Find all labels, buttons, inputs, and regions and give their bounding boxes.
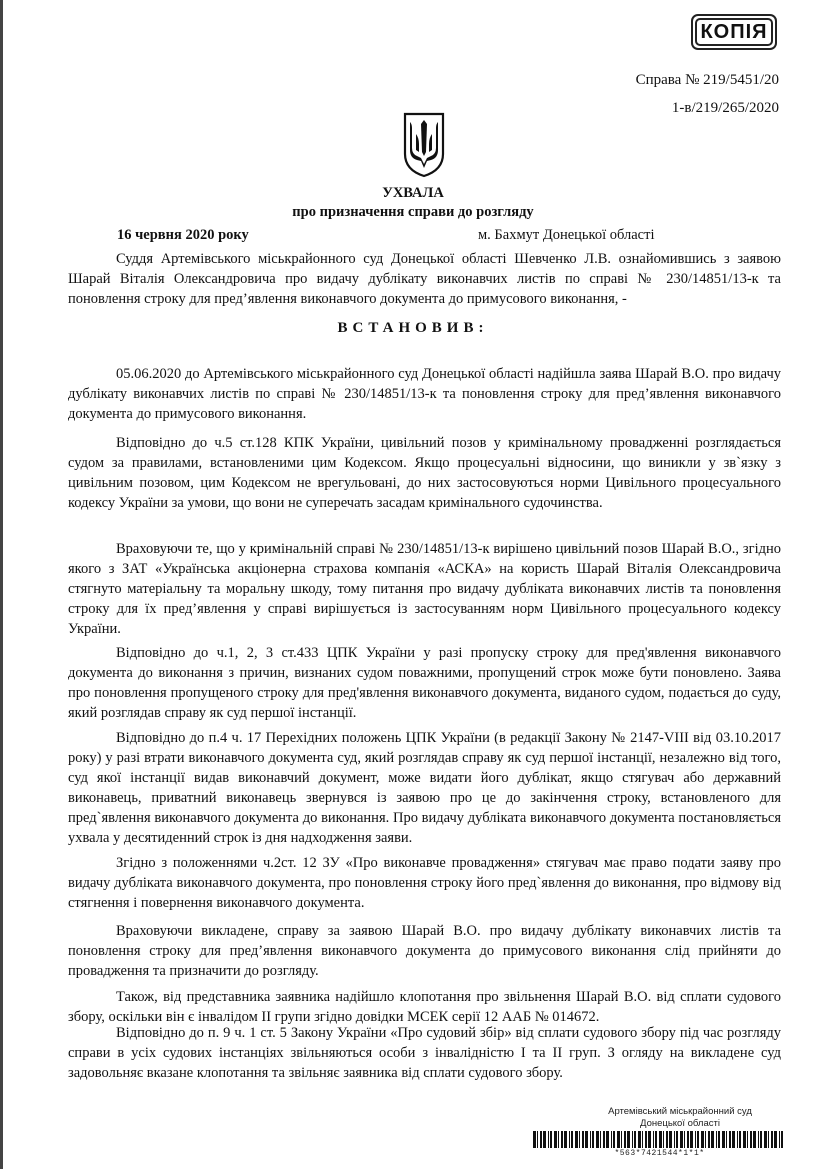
barcode xyxy=(533,1131,786,1148)
case-number-line2: 1-в/219/265/2020 xyxy=(671,100,779,116)
scan-edge xyxy=(0,0,3,1169)
paragraph-text: Відповідно до п.4 ч. 17 Перехідних положень ЦПК України (в редакції Закону № 2147-VIII від 03.10.2017 року) у разі втрати виконавчого документа суд, який розглядав справу як суд першої інстанції, незалежно від того, суд якої інстанції видав виконавчий документ, може видати його дублікат, якщо стягувач або державний виконавець, приватний виконавець звернувся із заявою про це до закінчення строку, встановленого для пред`явлення виконавчого документа до виконання. Про видачу дубліката виконавчого документа постановляється ухвала у десятиденний строк із дня надходження заяви. xyxy=(68,730,781,846)
paragraph-3 xyxy=(68,539,781,639)
paragraph-5 xyxy=(68,728,781,848)
copy-stamp-label: КОПІЯ xyxy=(700,20,768,43)
paragraph-text: Згідно з положеннями ч.2ст. 12 ЗУ «Про виконавче провадження» стягувач має право подати заяву про видачу дубліката виконавчого документа, про поновлення строку його пред`явлення до виконання, про відмову від стягнення і повернення виконавчого документа. xyxy=(68,855,781,911)
paragraph-7 xyxy=(68,921,781,981)
document-title: УХВАЛА xyxy=(382,185,444,201)
intro-paragraph xyxy=(68,249,781,309)
document-subtitle: про призначення справи до розгляду xyxy=(292,204,534,220)
copy-stamp xyxy=(691,14,777,50)
court-footer-line1: Артемівський міськрайонний суд xyxy=(608,1106,752,1117)
court-footer-line2: Донецької області xyxy=(640,1118,720,1129)
document-city: м. Бахмут Донецької області xyxy=(478,227,655,243)
paragraph-1 xyxy=(68,364,781,424)
tryzub-icon xyxy=(401,112,447,178)
paragraph-9 xyxy=(68,1023,781,1083)
paragraph-text: 05.06.2020 до Артемівського міськрайонного суд Донецької області надійшла заява Шарай В.О. про видачу дублікату виконавчих листів по справі № 230/14851/13-к та поновлення строку для пред’явлення виконавчого документа до примусового виконання. xyxy=(68,366,781,422)
court-footer xyxy=(560,1106,800,1130)
paragraph-text: Враховуючи те, що у кримінальній справі № 230/14851/13-к вирішено цивільний позов Шарай В.О., згідно якого з ЗАТ «Українська акціонерна страхова компанія «АСКА» на користь Шарай Віталія Олександровича стягнуто матеріальну та моральну шкоду, тому питання про видачу дубліката виконавчих листів та поновлення строку для їх пред’явлення у справі вирішується із застосуванням норм Цивільного процесуального кодексу України. xyxy=(68,541,781,637)
case-number-line1: Справа № 219/5451/20 xyxy=(635,72,779,88)
paragraph-text: Також, від представника заявника надійшло клопотання про звільнення Шарай В.О. від сплати судового збору, оскільки він є інвалідом ІІ групи згідно довідки МСЕК серії 12 ААБ № 014672. xyxy=(68,989,781,1025)
paragraph-8 xyxy=(68,987,781,1027)
paragraph-4 xyxy=(68,643,781,723)
section-heading: ВСТАНОВИВ: xyxy=(337,320,489,336)
paragraph-6 xyxy=(68,853,781,913)
paragraph-text: Відповідно до п. 9 ч. 1 ст. 5 Закону України «Про судовий збір» від сплати судового збору під час розгляду справи в усіх судових інстанціях звільняються особи з інвалідністю І та ІІ груп. З огляду на викладене суд задовольняє вказане клопотання та звільняє заявника від сплати судового збору. xyxy=(68,1025,781,1081)
document-date: 16 червня 2020 року xyxy=(117,227,249,243)
paragraph-2 xyxy=(68,433,781,513)
paragraph-text: Відповідно до ч.5 ст.128 КПК України, цивільний позов у кримінальному провадженні розглядається судом за правилами, встановленими цим Кодексом. Якщо процесуальні відносини, що виникли у зв`язку з цивільним позовом, цим Кодексом не врегульовані, до них застосовуються норми Цивільного процесуального кодексу України за умови, що вони не суперечать засадам кримінального судочинства. xyxy=(68,435,781,511)
paragraph-text: Відповідно до ч.1, 2, 3 ст.433 ЦПК України у разі пропуску строку для пред'явлення виконавчого документа до виконання з причин, визнаних судом поважними, пропущений строк може бути поновлено. Заява про поновлення пропущеного строку для пред'явлення виконавчого документа, виданого судом, подається до суду, який розглядав справу як суд першої інстанції. xyxy=(68,645,781,721)
case-number xyxy=(636,66,779,122)
intro-text: Суддя Артемівського міськрайонного суд Донецької області Шевченко Л.В. ознайомившись з заявою Шарай Віталія Олександровича про видачу дублікату виконавчих листів по справі № 230/14851/13-к та поновлення строку для пред’явлення виконавчого документа до примусового виконання, - xyxy=(68,251,781,307)
barcode-number: *563*7421544*1*1* xyxy=(614,1149,705,1158)
paragraph-text: Враховуючи викладене, справу за заявою Шарай В.О. про видачу дублікату виконавчих листів та поновлення строку для пред’явлення виконавчого документа до примусового виконання слід прийняти до провадження та призначити до розгляду. xyxy=(68,923,781,979)
